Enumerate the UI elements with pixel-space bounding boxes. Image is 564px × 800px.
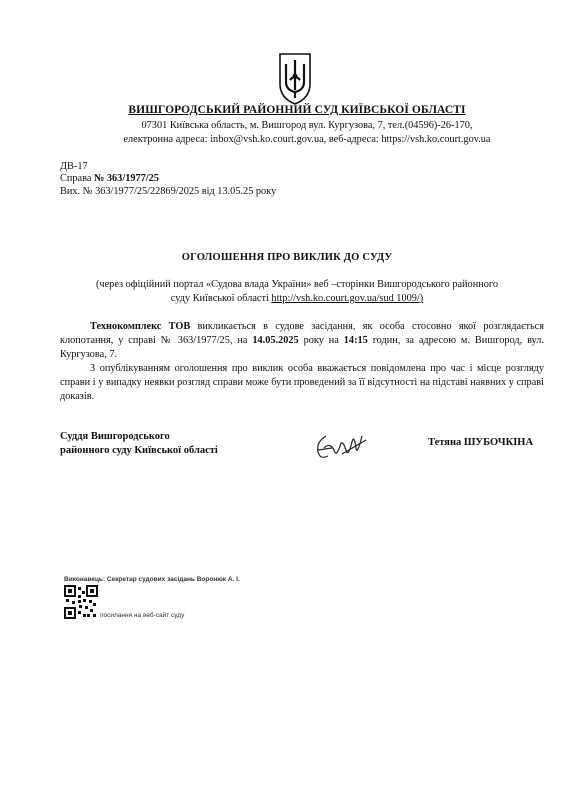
- court-address: 07301 Київська область, м. Вишгород вул. Кургузова, 7, тел.(04596)-26-170,: [141, 120, 473, 131]
- qr-code[interactable]: [64, 585, 98, 619]
- notice-paragraph-1: [60, 320, 544, 362]
- case-number-line: [60, 173, 159, 184]
- outgoing-number: Вих. № 363/1977/25/22869/2025 від 13.05.25 року: [60, 186, 277, 197]
- trident-icon: [278, 50, 312, 106]
- case-number: № 363/1977/25: [93, 173, 159, 184]
- qr-caption: посилання на веб-сайт суду: [100, 612, 185, 619]
- judge-title-line1: Суддя Вишгородського: [60, 431, 170, 442]
- company-name: Технокомплекс ТОВ: [90, 321, 191, 332]
- court-contacts: електронна адреса: inbox@vsh.ko.court.gov.ua, веб-адреса: https://vsh.ko.court.gov.ua: [123, 134, 491, 145]
- judge-title-line2: районного суду Київської області: [60, 445, 218, 456]
- doc-code: ДВ-17: [60, 161, 88, 172]
- p1-text-c: годин, за адресою м. Вишгород, вул. Кургузова, 7.: [60, 335, 544, 360]
- notice-title: ОГОЛОШЕННЯ ПРО ВИКЛИК ДО СУДУ: [181, 252, 393, 263]
- case-label: Справа: [60, 173, 94, 184]
- hearing-date: 14.05.2025: [252, 335, 299, 346]
- p1-text-a: викликається в судове засідання, як особа стосовно якої розглядається клопотання, у справі № 363/1977/25, на: [60, 321, 544, 346]
- court-name: ВИШГОРОДСЬКИЙ РАЙОННИЙ СУД КИЇВСЬКОЇ ОБЛАСТІ: [128, 104, 466, 116]
- executor-line: Виконавець: Секретар судових засідань Воронюк А. І.: [64, 576, 240, 583]
- notice-subtitle-line1: (через офіційний портал «Судова влада України» веб –сторінки Вишгородського районного: [96, 279, 498, 290]
- p1-text-b: року на: [298, 335, 344, 346]
- judge-title: [60, 430, 218, 458]
- hearing-time: 14:15: [343, 335, 368, 346]
- judge-name: Тетяна ШУБОЧКІНА: [428, 437, 534, 448]
- subtitle-prefix: суду Київської області: [170, 293, 272, 304]
- court-portal-link[interactable]: http://vsh.ko.court.gov.ua/sud 1009/): [271, 293, 424, 304]
- notice-paragraph-2: З опублікуванням оголошення про виклик особа вважається повідомлена про час і місце розгляду справи і у випадку неявки розгляд справи може бути проведений за її відсутності на підставі наявних у справі доказів.: [60, 363, 544, 402]
- handwritten-signature: [312, 428, 372, 468]
- notice-subtitle-line2: [0, 293, 564, 304]
